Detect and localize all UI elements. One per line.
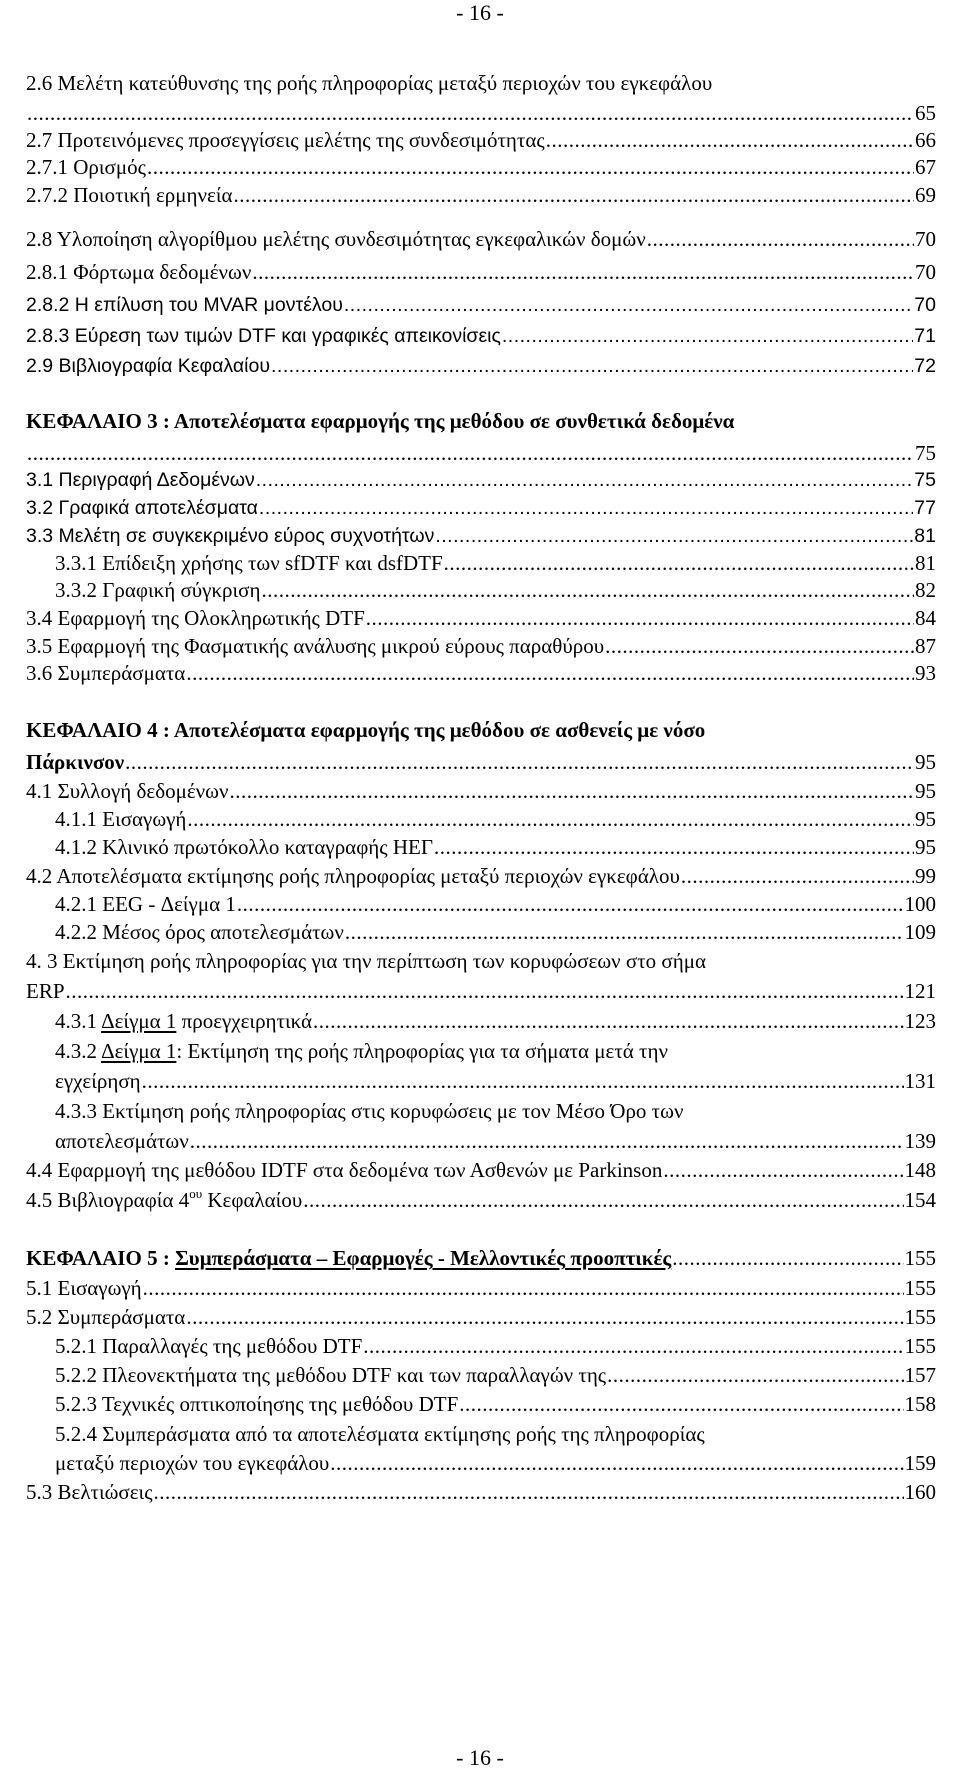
- toc-entry[interactable]: [26, 631, 936, 661]
- toc-entry[interactable]: [26, 976, 936, 1006]
- toc-page-number: 87: [915, 634, 936, 658]
- toc-page-number: 131: [904, 1069, 936, 1093]
- toc-entry-label: μεταξύ περιοχών του εγκεφάλου: [55, 1451, 330, 1475]
- toc-leader-dots: [190, 1126, 904, 1156]
- toc-entry[interactable]: [26, 351, 936, 381]
- toc-entry[interactable]: [55, 1066, 936, 1096]
- toc-entry-label: 2.7 Προτεινόμενες προσεγγίσεις μελέτης της συνδεσιμότητας: [26, 128, 545, 152]
- toc-leader-dots: [154, 1477, 904, 1507]
- toc-leader-dots: [605, 631, 914, 661]
- toc-page-number: 95: [915, 750, 936, 774]
- toc-entry-label: 4.3.1 Δείγμα 1 προεγχειρητικά: [55, 1009, 313, 1033]
- toc-leader-dots: [502, 321, 913, 351]
- toc-entry-label: ΚΕΦΑΛΑΙΟ 4 : Αποτελέσματα εφαρμογής της μεθόδου σε ασθενείς με νόσο: [26, 718, 706, 742]
- toc-page-number: 155: [904, 1305, 936, 1329]
- toc-leader-dots: [233, 180, 914, 210]
- toc-entry[interactable]: [55, 1126, 936, 1156]
- toc-entry[interactable]: [55, 548, 936, 578]
- toc-entry-label: 2.8 Υλοποίηση αλγορίθμου μελέτης συνδεσιμότητας εγκεφαλικών δομών: [26, 227, 646, 251]
- toc-entry-label: 3.3.1 Επίδειξη χρήσης των sfDTF και dsfDTF: [55, 551, 443, 575]
- toc-page-number: 109: [904, 920, 936, 944]
- toc-entry[interactable]: [26, 1155, 936, 1185]
- toc-leader-dots: [459, 1389, 903, 1419]
- toc-page-number: 160: [904, 1480, 936, 1504]
- toc-entry-label: 2.6 Μελέτη κατεύθυνσης της ροής πληροφορίας μεταξύ περιοχών του εγκεφάλου: [26, 71, 713, 95]
- toc-page-number: 81: [914, 525, 936, 547]
- toc-page-number: 84: [915, 606, 936, 630]
- toc-entry[interactable]: [26, 1273, 936, 1303]
- toc-leader-dots: [647, 224, 914, 254]
- toc-leader-dots: [434, 832, 914, 862]
- toc-entry[interactable]: [26, 521, 936, 551]
- toc-entry[interactable]: [26, 438, 936, 468]
- toc-entry[interactable]: [26, 747, 936, 777]
- toc-entry[interactable]: [55, 1331, 936, 1361]
- toc-leader-dots: [147, 152, 914, 182]
- toc-leader-dots: [143, 1273, 904, 1303]
- toc-leader-dots: [230, 776, 915, 806]
- toc-page-number: 65: [915, 101, 936, 125]
- toc-entry-label: 2.7.1 Ορισμός: [26, 155, 146, 179]
- toc-entry[interactable]: [26, 493, 936, 523]
- toc-entry-label: 3.3 Μελέτη σε συγκεκριμένο εύρος συχνοτήτων: [26, 525, 435, 547]
- toc-entry[interactable]: [55, 917, 936, 947]
- toc-leader-dots: [125, 747, 914, 777]
- toc-entry-label: 5.1 Εισαγωγή: [26, 1276, 142, 1300]
- toc-entry[interactable]: [55, 1360, 936, 1390]
- toc-entry-label: ERP: [26, 979, 65, 1003]
- toc-page-number: 75: [915, 441, 936, 465]
- toc-entry[interactable]: [26, 776, 936, 806]
- toc-entry-label: 4. 3 Εκτίμηση ροής πληροφορίας για την περίπτωση των κορυφώσεων στο σήμα: [26, 949, 706, 973]
- toc-chapter-heading[interactable]: [26, 406, 936, 436]
- toc-leader-dots: [186, 1302, 903, 1332]
- toc-entry[interactable]: [55, 804, 936, 834]
- toc-page-number: 123: [904, 1009, 936, 1033]
- toc-entry-label: ΚΕΦΑΛΑΙΟ 5 : Συμπεράσματα – Εφαρμογές - Μελλοντικές προοπτικές: [26, 1246, 672, 1270]
- toc-entry-label: 4.3.3 Εκτίμηση ροής πληροφορίας στις κορυφώσεις με τον Μέσο Όρο των: [55, 1099, 684, 1123]
- toc-entry[interactable]: [26, 321, 936, 351]
- toc-page-number: 77: [914, 497, 936, 519]
- toc-page-number: 67: [915, 155, 936, 179]
- toc-leader-dots: [66, 976, 904, 1006]
- toc-leader-dots: [261, 575, 914, 605]
- toc-entry[interactable]: [26, 603, 936, 633]
- toc-leader-dots: [142, 1066, 904, 1096]
- toc-entry-label: 3.5 Εφαρμογή της Φασματικής ανάλυσης μικρού εύρους παραθύρου: [26, 634, 605, 658]
- toc-entry-label: 2.8.1 Φόρτωμα δεδομένων: [26, 260, 252, 284]
- toc-entry-label: Πάρκινσον: [26, 750, 125, 774]
- toc-page-number: 155: [904, 1276, 936, 1300]
- toc-entry[interactable]: [26, 257, 936, 287]
- toc-leader-dots: [259, 493, 913, 523]
- toc-page-number: 95: [915, 807, 936, 831]
- toc-entry-label: 2.7.2 Ποιοτική ερμηνεία: [26, 183, 233, 207]
- toc-leader-dots: [363, 1331, 903, 1361]
- toc-page-number: 159: [904, 1451, 936, 1475]
- toc-entry-label: εγχείρηση: [55, 1069, 141, 1093]
- toc-entry[interactable]: [26, 98, 936, 128]
- toc-entry-label: 3.3.2 Γραφική σύγκριση: [55, 578, 261, 602]
- toc-chapter-heading[interactable]: [26, 715, 936, 745]
- toc-entry-label: 4.1.1 Εισαγωγή: [55, 807, 187, 831]
- toc-entry[interactable]: [55, 1006, 936, 1036]
- toc-page-number: 100: [904, 892, 936, 916]
- toc-entry-label: 5.2.4 Συμπεράσματα από τα αποτελέσματα εκτίμησης ροής της πληροφορίας: [55, 1422, 705, 1446]
- toc-page-number: 75: [914, 469, 936, 491]
- toc-entry[interactable]: [26, 946, 936, 976]
- toc-entry-label: 5.2.1 Παραλλαγές της μεθόδου DTF: [55, 1334, 363, 1358]
- toc-entry-label: αποτελεσμάτων: [55, 1129, 189, 1153]
- toc-leader-dots: [187, 804, 914, 834]
- toc-entry[interactable]: [55, 832, 936, 862]
- toc-leader-dots: [27, 98, 914, 128]
- toc-entry[interactable]: [26, 1477, 936, 1507]
- toc-entry[interactable]: [55, 1096, 936, 1126]
- toc-entry-label: 3.2 Γραφικά αποτελέσματα: [26, 497, 258, 519]
- toc-leader-dots: [237, 889, 904, 919]
- toc-leader-dots: [663, 1155, 903, 1185]
- toc-entry-label: 3.6 Συμπεράσματα: [26, 661, 186, 685]
- toc-page-number: 70: [915, 227, 936, 251]
- toc-entry-label: 5.2 Συμπεράσματα: [26, 1305, 186, 1329]
- toc-entry[interactable]: [26, 658, 936, 688]
- toc-leader-dots: [271, 351, 913, 381]
- toc-page-number: 93: [915, 661, 936, 685]
- toc-entry[interactable]: [26, 180, 936, 210]
- toc-page-number: 154: [904, 1188, 936, 1212]
- toc-entry-label: 4.3.2 Δείγμα 1: Εκτίμηση της ροής πληροφορίας για τα σήματα μετά την: [55, 1039, 668, 1063]
- toc-page-number: 139: [904, 1129, 936, 1153]
- toc-leader-dots: [345, 917, 904, 947]
- toc-page-number: 81: [915, 551, 936, 575]
- toc-entry[interactable]: [55, 1389, 936, 1419]
- toc-entry-label: 4.2 Αποτελέσματα εκτίμησης ροής πληροφορίας μεταξύ περιοχών εγκεφάλου: [26, 864, 680, 888]
- toc-entry-label: 4.5 Βιβλιογραφία $4^{o\upsilon}$ Κεφαλαίου: [26, 1186, 303, 1212]
- toc-entry[interactable]: [26, 1185, 936, 1215]
- toc-leader-dots: [303, 1185, 903, 1215]
- toc-entry[interactable]: [55, 1448, 936, 1478]
- toc-leader-dots: [546, 125, 914, 155]
- toc-page-number: 155: [904, 1246, 936, 1270]
- toc-leader-dots: [256, 465, 914, 495]
- toc-page-number: 69: [915, 183, 936, 207]
- toc-leader-dots: [607, 1360, 903, 1390]
- toc-page-number: 155: [904, 1334, 936, 1358]
- toc-page-number: 82: [915, 578, 936, 602]
- toc-page-number: 70: [915, 260, 936, 284]
- toc-entry-label: 2.8.3 Εύρεση των τιμών DTF και γραφικές απεικονίσεις: [26, 325, 501, 347]
- toc-entry[interactable]: [26, 290, 936, 320]
- toc-entry-label: 5.2.3 Τεχνικές οπτικοποίησης της μεθόδου DTF: [55, 1392, 459, 1416]
- toc-leader-dots: [435, 521, 913, 551]
- toc-leader-dots: [313, 1006, 903, 1036]
- toc-entry[interactable]: [26, 224, 936, 254]
- toc-leader-dots: [672, 1243, 903, 1273]
- toc-page-number: 121: [904, 979, 936, 1003]
- toc-entry-label: 3.4 Εφαρμογή της Ολοκληρωτικής DTF: [26, 606, 365, 630]
- toc-page-number: 71: [914, 325, 936, 347]
- toc-page-number: 66: [915, 128, 936, 152]
- toc-leader-dots: [444, 548, 914, 578]
- toc-leader-dots: [27, 438, 914, 468]
- toc-leader-dots: [330, 1448, 903, 1478]
- toc-entry[interactable]: [26, 1302, 936, 1332]
- toc-entry-label: ΚΕΦΑΛΑΙΟ 3 : Αποτελέσματα εφαρμογής της μεθόδου σε συνθετικά δεδομένα: [26, 409, 735, 433]
- toc-entry[interactable]: [26, 68, 936, 98]
- toc-entry-label: 2.8.2 Η επίλυση του MVAR μοντέλου: [26, 294, 343, 316]
- toc-page-number: 99: [915, 864, 936, 888]
- toc-leader-dots: [681, 861, 914, 891]
- toc-leader-dots: [344, 290, 913, 320]
- toc-entry[interactable]: [55, 889, 936, 919]
- toc-page-number: 70: [914, 294, 936, 316]
- toc-leader-dots: [252, 257, 914, 287]
- toc-page-number: 95: [915, 779, 936, 803]
- toc-entry[interactable]: [26, 152, 936, 182]
- toc-page-number: 157: [904, 1363, 936, 1387]
- toc-leader-dots: [366, 603, 914, 633]
- toc-entry-label: 3.1 Περιγραφή Δεδομένων: [26, 469, 255, 491]
- toc-entry-label: 4.4 Εφαρμογή της μεθόδου IDTF στα δεδομένα των Ασθενών με Parkinson: [26, 1158, 663, 1182]
- toc-entry[interactable]: [26, 861, 936, 891]
- toc-entry-label: 5.3 Βελτιώσεις: [26, 1480, 153, 1504]
- toc-chapter-heading[interactable]: [26, 1243, 936, 1273]
- toc-entry-label: 4.2.1 EEG - Δείγμα 1: [55, 892, 236, 916]
- toc-entry[interactable]: [55, 1419, 936, 1449]
- toc-entry-label: 4.1 Συλλογή δεδομένων: [26, 779, 229, 803]
- toc-page-number: 95: [915, 835, 936, 859]
- toc-page-number: 72: [914, 355, 936, 377]
- toc-entry[interactable]: [26, 465, 936, 495]
- toc-entry[interactable]: [55, 575, 936, 605]
- page-number-top: - 16 -: [456, 0, 504, 25]
- toc-entry-label: 2.9 Βιβλιογραφία Κεφαλαίου: [26, 355, 270, 377]
- toc-entry-label: 4.1.2 Κλινικό πρωτόκολλο καταγραφής ΗΕΓ: [55, 835, 433, 859]
- toc-page-number: 148: [904, 1158, 936, 1182]
- toc-leader-dots: [186, 658, 914, 688]
- page-number-bottom: - 16 -: [456, 1745, 504, 1770]
- toc-entry-label: 5.2.2 Πλεονεκτήματα της μεθόδου DTF και των παραλλαγών της: [55, 1363, 607, 1387]
- toc-entry-label: 4.2.2 Μέσος όρος αποτελεσμάτων: [55, 920, 344, 944]
- toc-entry[interactable]: [55, 1036, 936, 1066]
- toc-page-number: 158: [904, 1392, 936, 1416]
- toc-entry[interactable]: [26, 125, 936, 155]
